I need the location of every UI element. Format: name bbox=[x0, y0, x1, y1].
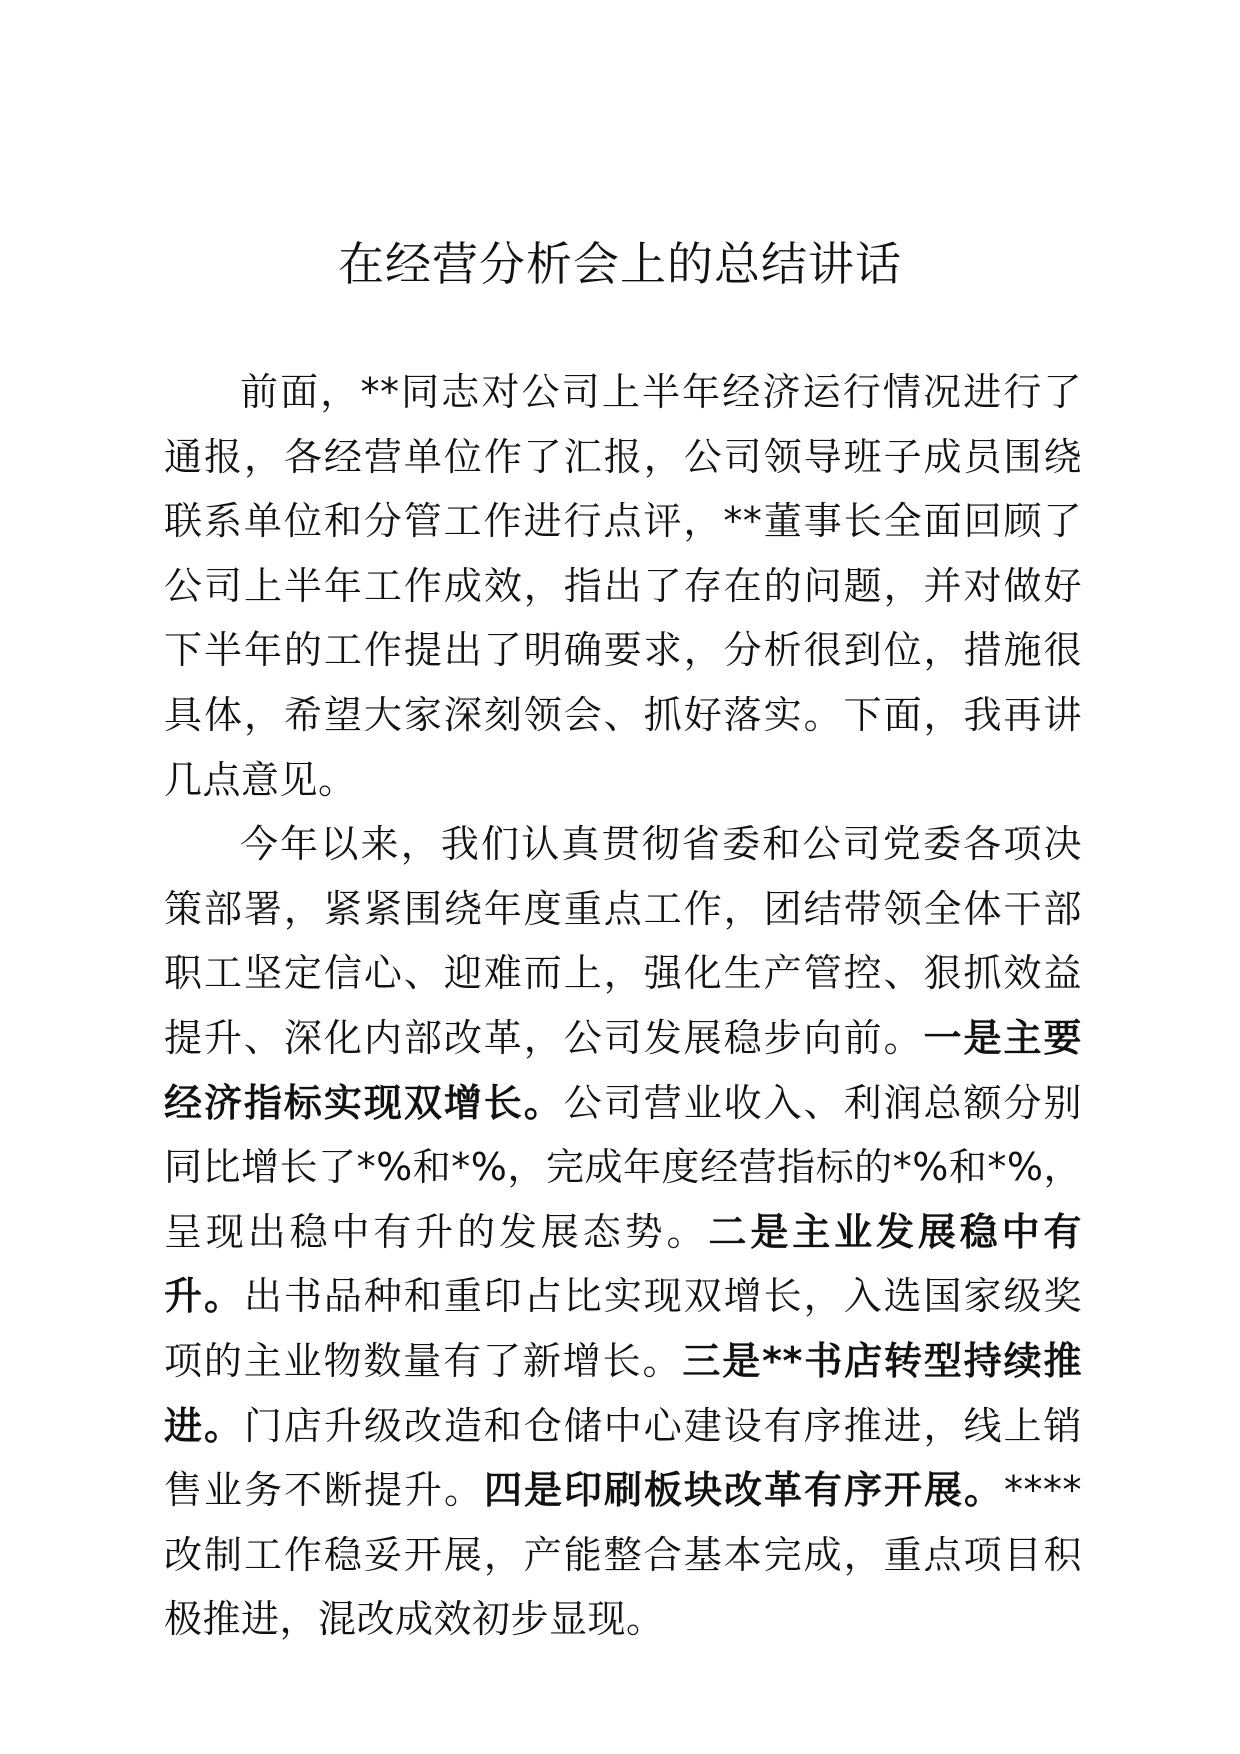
point-one-text: 公司营业收入、利润总额分别同比增长了*%和*%，完成年度经营指标的*%和*%，呈现出稳中有升的发展态势。 bbox=[164, 1080, 1082, 1254]
point-two-heading: 二是主业发展稳中有升。 bbox=[164, 1209, 1082, 1319]
summary-intro: 今年以来，我们认真贯彻省委和公司党委各项决策部署，紧紧围绕年度重点工作，团结带领全体干部职工坚定信心、迎难而上，强化生产管控、狠抓效益提升、深化内部改革，公司发展稳步向前。 bbox=[164, 822, 1082, 1060]
point-three-text: 门店升级改造和仓储中心建设有序推进，线上销售业务不断提升。 bbox=[164, 1403, 1082, 1513]
document-title: 在经营分析会上的总结讲话 bbox=[338, 237, 902, 291]
point-one-heading: 一是主要经济指标实现双增长。 bbox=[164, 1015, 1082, 1125]
point-four-text: ****改制工作稳妥开展，产能整合基本完成，重点项目积极推进，混改成效初步显现。 bbox=[164, 1468, 1082, 1642]
document-body bbox=[164, 360, 1082, 1652]
point-three-heading: 三是**书店转型持续推进。 bbox=[164, 1338, 1082, 1448]
point-two-text: 出书品种和重印占比实现双增长，入选国家级奖项的主业物数量有了新增长。 bbox=[164, 1274, 1082, 1383]
point-four-heading: 四是印刷板块改革有序开展。 bbox=[484, 1468, 1004, 1513]
paragraph-summary bbox=[164, 812, 1082, 1652]
paragraph-opening: 前面，**同志对公司上半年经济运行情况进行了通报，各经营单位作了汇报，公司领导班子成员围绕联系单位和分管工作进行点评，**董事长全面回顾了公司上半年工作成效，指出了存在的问题，并对做好下半年的工作提出了明确要求，分析很到位，措施很具体，希望大家深刻领会、抓好落实。下面，我再讲几点意见。 bbox=[164, 370, 1082, 802]
